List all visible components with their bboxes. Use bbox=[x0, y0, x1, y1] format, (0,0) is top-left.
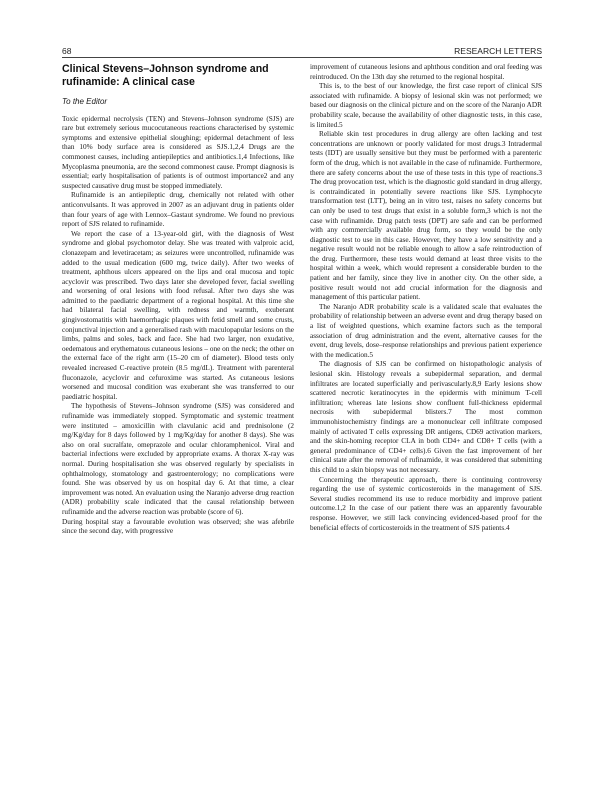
paragraph: The diagnosis of SJS can be confirmed on histopathologic analysis of lesional skin. Histology reveals a subepidermal separation, and dermal infiltrates are located superficially and perivascularly.8,9 Early lesions show scattered necrotic keratinocytes in the epidermis with minimum T-cell infiltration; whereas late lesions show confluent full-thickness epidermal necrosis with subepidermal blisters.7 The most common immunohistochemistry findings are a mononuclear cell infiltrate composed mainly of activated T cells expressing DR antigens, CD69 activation markers, and the skin-homing receptor CLA in both CD4+ and CD8+ T cells (with a general predominance of CD4+ cells).6 Given the fast improvement of her clinical state after the removal of rufinamide, it was considered that submitting this child to a skin biopsy was not necessary. bbox=[310, 360, 542, 474]
paragraph: This is, to the best of our knowledge, the first case report of clinical SJS associated with rufinamide. A biopsy of lesional skin was not performed; we based our diagnosis on the clinical picture and on the score of the Naranjo ADR probability scale, because the availability of other diagnostic tests, in this case, is limited.5 bbox=[310, 82, 542, 129]
running-header bbox=[62, 42, 542, 56]
header-rule bbox=[62, 57, 542, 58]
paragraph: Reliable skin test procedures in drug allergy are often lacking and test concentrations are unknown or poorly validated for most drugs.3 Intradermal tests (IDT) are usually sensitive but they must be performed with a parenteric form of the drug, which is not available in the case of rufinamide. Furthermore, there are safety concerns about the use of these tests in this type of reactions.3 The drug provocation test, which is the diagnostic gold standard in drug allergy, is contraindicated in potentially severe reactions like SJS. Lymphocyte transformation test (LTT), being an in vitro test, raises no safety concerns but can only be used to test drugs that exist in a soluble form,3 which is not the case with rufinamide. Drug patch tests (DPT) are safe and can be performed with any commercially available drug form, so they would be the only diagnostic test to use in this case. However, they have a low sensitivity and a negative result would not be reliable enough to allow a safe reintroduction of the drug. Furthermore, these tests would demand at least three visits to the hospital within a week, which would represent a considerable burden to the patient and her family, since they live in another city. On the other side, a positive result would not add crucial information for the diagnosis and management of this particular patient. bbox=[310, 130, 542, 302]
paragraph: improvement of cutaneous lesions and aphthous condition and oral feeding was reintroduced. On the 13th day she returned to the regional hospital. bbox=[310, 63, 542, 81]
page-number: 68 bbox=[62, 46, 72, 56]
paragraph: Concerning the therapeutic approach, there is continuing controversy regarding the use of systemic corticosteroids in the management of SJS. Several studies recommend its use to reduce morbidity and improve patient outcome.1,2 In the case of our patient there was an apparently favourable response. However, we still lack convincing evidenced-based proof for the beneficial effects of corticosteroids in the treatment of SJS patients.4 bbox=[310, 475, 542, 532]
paragraph: Rufinamide is an antiepileptic drug, chemically not related with other anticonvulsants. It was approved in 2007 as an adjuvant drug in patients older than four years of age with Lennox–Gastaut syndrome. We found no previous report of SJS related to rufinamide. bbox=[62, 191, 294, 229]
paragraph: The Naranjo ADR probability scale is a validated scale that evaluates the probability of relationship between an adverse event and drug therapy based on a list of weighted questions, which examine factors such as the temporal association of drug administration and the event, alternative causes for the event, drug levels, dose–response relationships and previous patient experience with the medication.5 bbox=[310, 302, 542, 359]
article-title: Clinical Stevens–Johnson syndrome and rufinamide: A clinical case bbox=[62, 63, 269, 88]
paragraph: During hospital stay a favourable evolution was observed; she was afebrile since the second day, with progressive bbox=[62, 517, 294, 536]
paragraph: The hypothesis of Stevens–Johnson syndrome (SJS) was considered and rufinamide was immediately stopped. Symptomatic and systemic treatment were instituted – amoxicillin with clavulanic acid and prednisolone (2 mg/Kg/day for 8 days followed by 1 mg/Kg/day for another 8 days). She was also on oral sucralfate, omeprazole and ocular chloramphenicol. Viral and bacterial infections were excluded by appropriate exams. A thorax X-ray was normal. During hospitalisation she was observed regularly by specialists in ophthalmology, stomatology and gastroenterology; no complications were found. She was observed by us on hospital day 6. At that time, a clear improvement was noted. An evaluation using the Naranjo adverse drug reaction (ADR) probability scale indicated that the causal relationship between rufinamide and the adverse reaction was probable (score of 6). bbox=[62, 402, 294, 516]
left-column bbox=[62, 63, 294, 537]
right-column bbox=[310, 63, 542, 533]
paragraph: Toxic epidermal necrolysis (TEN) and Stevens–Johnson syndrome (SJS) are rare but extremely serious mucocutaneous reactions characterised by systemic symptoms and extensive epithelial sloughing; epidermal detachment of less than 10% body surface area is considered as SJS.1,2,4 Drugs are the commonest causes, including antiepileptics and antibiotics.1,4 Infections, like Mycoplasma pneumonia, are the second commonest cause. Prompt diagnosis is essential; early hospitalisation of patients is of outmost importance2 and any suspected causative drug must be stopped immediately. bbox=[62, 114, 294, 190]
section-label: RESEARCH LETTERS bbox=[454, 46, 542, 56]
byline: To the Editor bbox=[62, 97, 108, 106]
paragraph: We report the case of a 13-year-old girl, with the diagnosis of West syndrome and global psychomotor delay. She was treated with valproic acid, clonazepam and levetiracetam; as seizures were uncontrolled, rufinamide was added to the usual medication (600 mg, twice daily). After two weeks of treatment, aphthous ulcers appeared on the lips and oral mucosa and topic acyclovir was prescribed. Two days later she developed fever, facial swelling and worsening of oral lesions with food refusal. After two days she was admitted to the paediatric department of a regional hospital. At this time she had bilateral facial swelling, with redness and warmth, exuberant gingivostomatitis with haemorrhagic plaques with fetid smell and some crusts, conjunctival injection and a generalised rash with maculopapular lesions on the limbs, palms and soles, back and face. She had two larger, non exudative, oedematous and erythematous cutaneous lesions – one on the neck; the other on the external face of the right arm (15–20 cm of diameter). Blood tests only revealed increased C-reactive protein (8.5 mg/dL). Treatment with parenteral fluconazole, acyclovir and cefuroxime was started. As cutaneous lesions worsened and mucosal condition was exuberant she was transferred to our paediatric hospital. bbox=[62, 229, 294, 401]
